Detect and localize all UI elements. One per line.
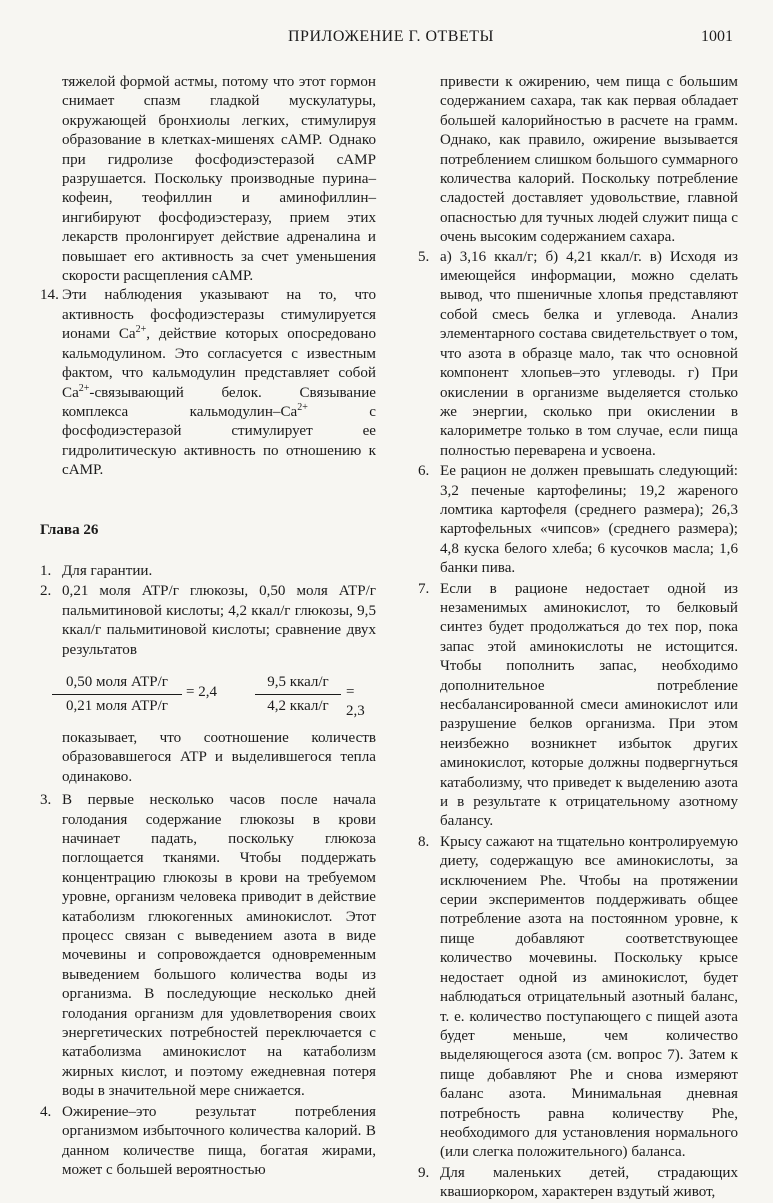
fraction-numerator: 9,5 ккал/г <box>255 673 341 695</box>
fraction-denominator: 4,2 ккал/г <box>267 698 329 715</box>
energy-ratio-fraction <box>255 673 341 717</box>
answer-2 <box>40 582 376 660</box>
answer-text: Ожирение–это результат потребления организмом избыточного количества калорий. В данном количестве пища, богатая жирами, может с большей вероятностью <box>62 1103 376 1178</box>
answer-text: Для маленьких детей, страдающих квашиоркором, характерен вздутый живот, <box>440 1164 738 1201</box>
chapter-heading: Глава 26 <box>40 521 99 538</box>
answer-1 <box>40 562 376 581</box>
answer-text: Если в рационе недостает одной из незаменимых аминокислот, то белковый синтез будет продолжаться до тех пор, пока запас этой аминокислоты не истощится. Чтобы пополнить запас, необходимо дополнительное потребление несбалансированной смеси аминокислот или разрушение белков организма. При этом неизбежно возникнет избыток других аминокислот, которые должны подвергнуться катаболизму, что приведет к выделению азота и в результате к отрицательному азотному балансу. <box>440 580 738 830</box>
answer-5 <box>418 248 738 461</box>
answer-9 <box>418 1164 738 1203</box>
answer-number: 5. <box>418 248 430 265</box>
answer-number: 7. <box>418 580 430 597</box>
answer-number: 9. <box>418 1164 430 1181</box>
answer-text: Ее рацион не должен превышать следующий: 3,2 печеные картофелины; 19,2 жареного ломтика картофеля (среднего размера); 26,3 картофельных «чипсов» (среднего размера); 4,8 куска белого хлеба; 6 кусочков масла; 1,6 банки пива. <box>440 463 738 577</box>
answer-13-continuation: тяжелой формой астмы, потому что этот гормон снимает спазм гладкой мускулатуры, окружающей бронхиолы легких, стимулируя образование в клетках-мишенях сАМР. Однако при гидролизе фосфодиэстеразой сАМР разрушается. Поскольку производные пурина–кофеин, теофиллин и аминофиллин–ингибируют фосфодиэстеразу, прием этих лекарств пролонгирует действие адреналина и повышает его активность за счет уменьшения скорости расщепления сАМР. <box>62 74 376 285</box>
page-header <box>0 28 773 54</box>
atp-ratio-result: = 2,4 <box>186 683 217 700</box>
answer-14 <box>40 286 376 480</box>
atp-ratio-fraction <box>52 673 182 717</box>
answer-text: Эти наблюдения указывают на то, что активность фосфодиэстеразы стимулируется ионами $Ca^{2+}$, действие которых опосредовано кальмодулином. Это согласуется с известным фактом, что кальмодулин представляет собой $Ca^{2+}$-связывающий белок. Связывание комплекса кальмодулин–$Ca^{2+}$ с фосфодиэстеразой стимулирует ее гидролитическую активность по отношению к сАМР. <box>62 287 376 479</box>
right-column <box>418 73 738 1203</box>
answer-3 <box>40 791 376 1102</box>
superscript-charge: 2+ <box>297 401 308 413</box>
answer-2-conclusion: показывает, что соотношение количеств образовавшегося ATP и выделившегося тепла одинаково. <box>62 729 376 785</box>
energy-ratio-result: = 2,3 <box>346 683 365 720</box>
answer-8 <box>418 833 738 1163</box>
page-number: 1001 <box>701 28 733 45</box>
answer-text: Крысу сажают на тщательно контролируемую диету, содержащую все аминокислоты, за исключением Phe. Чтобы на протяжении серии экспериментов поддерживать общее потребление азота на постоянном уровне, к пище добавляют соответствующее количество мочевины. Поскольку крысе недостает одной из аминокислот, будет наблюдаться отрицательный азотный баланс, т. е. количество поступающего с пищей азота будет меньше, чем количество выделяющегося азота (см. вопрос 7). Затем к пище добавляют Phe и снова измеряют баланс азота. Минимальная дневная потребность равна количеству Phe, необходимого для установления нормального (или слегка положительного) баланса. <box>440 833 738 1161</box>
answer-number: 6. <box>418 463 430 480</box>
superscript-charge: 2+ <box>135 324 147 336</box>
answer-number: 14. <box>40 287 59 304</box>
answer-4 <box>40 1103 376 1181</box>
answer-text: Для гарантии. <box>62 562 153 579</box>
answer-number: 3. <box>40 792 52 809</box>
superscript-charge: 2+ <box>78 382 90 394</box>
running-title: ПРИЛОЖЕНИЕ Г. ОТВЕТЫ <box>288 28 494 45</box>
answer-number: 1. <box>40 562 52 579</box>
answer-number: 8. <box>418 833 430 850</box>
answer-text: а) 3,16 ккал/г; б) 4,21 ккал/г. в) Исходя из имеющейся информации, можно сделать вывод, что пшеничные хлопья представляют собой смесь белка и углевода. Анализ элементарного состава свидетельствует о том, что азота в образце мало, так что основной компонент хлопьев–это углеводы. г) При окислении в организме выделяется столько же энергии, сколько при окислении в калориметре только в том случае, если пища полностью переварена и усвоена. <box>440 248 738 459</box>
fraction-numerator: 0,50 моля ATP/г <box>52 673 182 695</box>
answer-text: 0,21 моля ATP/г глюкозы, 0,50 моля ATP/г пальмитиновой кислоты; 4,2 ккал/г глюкозы, 9,5 ккал/г пальмитиновой кислоты; сравнение двух результатов <box>62 583 376 658</box>
answer-number: 4. <box>40 1103 52 1120</box>
answer-4-continuation: привести к ожирению, чем пища с большим содержанием сахара, так как первая обладает большей калорийностью в расчете на грамм. Однако, как правило, ожирение вызывается потреблением слишком большого суммарного количества калорий. Поскольку потребление сладостей доставляет удовольствие, главной опасностью для тучных людей служит пища с очень высоким содержанием сахара. <box>440 74 738 246</box>
left-column <box>40 73 376 1180</box>
ratio-formulas <box>62 673 376 720</box>
fraction-denominator: 0,21 моля ATP/г <box>66 698 168 715</box>
answer-7 <box>418 580 738 832</box>
answer-number: 2. <box>40 583 52 600</box>
answer-6 <box>418 462 738 578</box>
answer-text: В первые несколько часов после начала голодания содержание глюкозы в крови начинает падать, поскольку глюкоза поглощается тканями. Чтобы поддержать концентрацию глюкозы в крови на требуемом уровне, организм человека приводит в действие катаболизм глюкогенных аминокислот. Этот процесс связан с выведением азота в виде мочевины и сопровождается одновременным выведением большого количества воды из организма. В последующие несколько дней голодания организм для удовлетворения своих энергетических потребностей переключается с катаболизма аминокислот на катаболизм жирных кислот, и поэтому ежедневная потеря воды в значительной мере снижается. <box>62 792 376 1100</box>
